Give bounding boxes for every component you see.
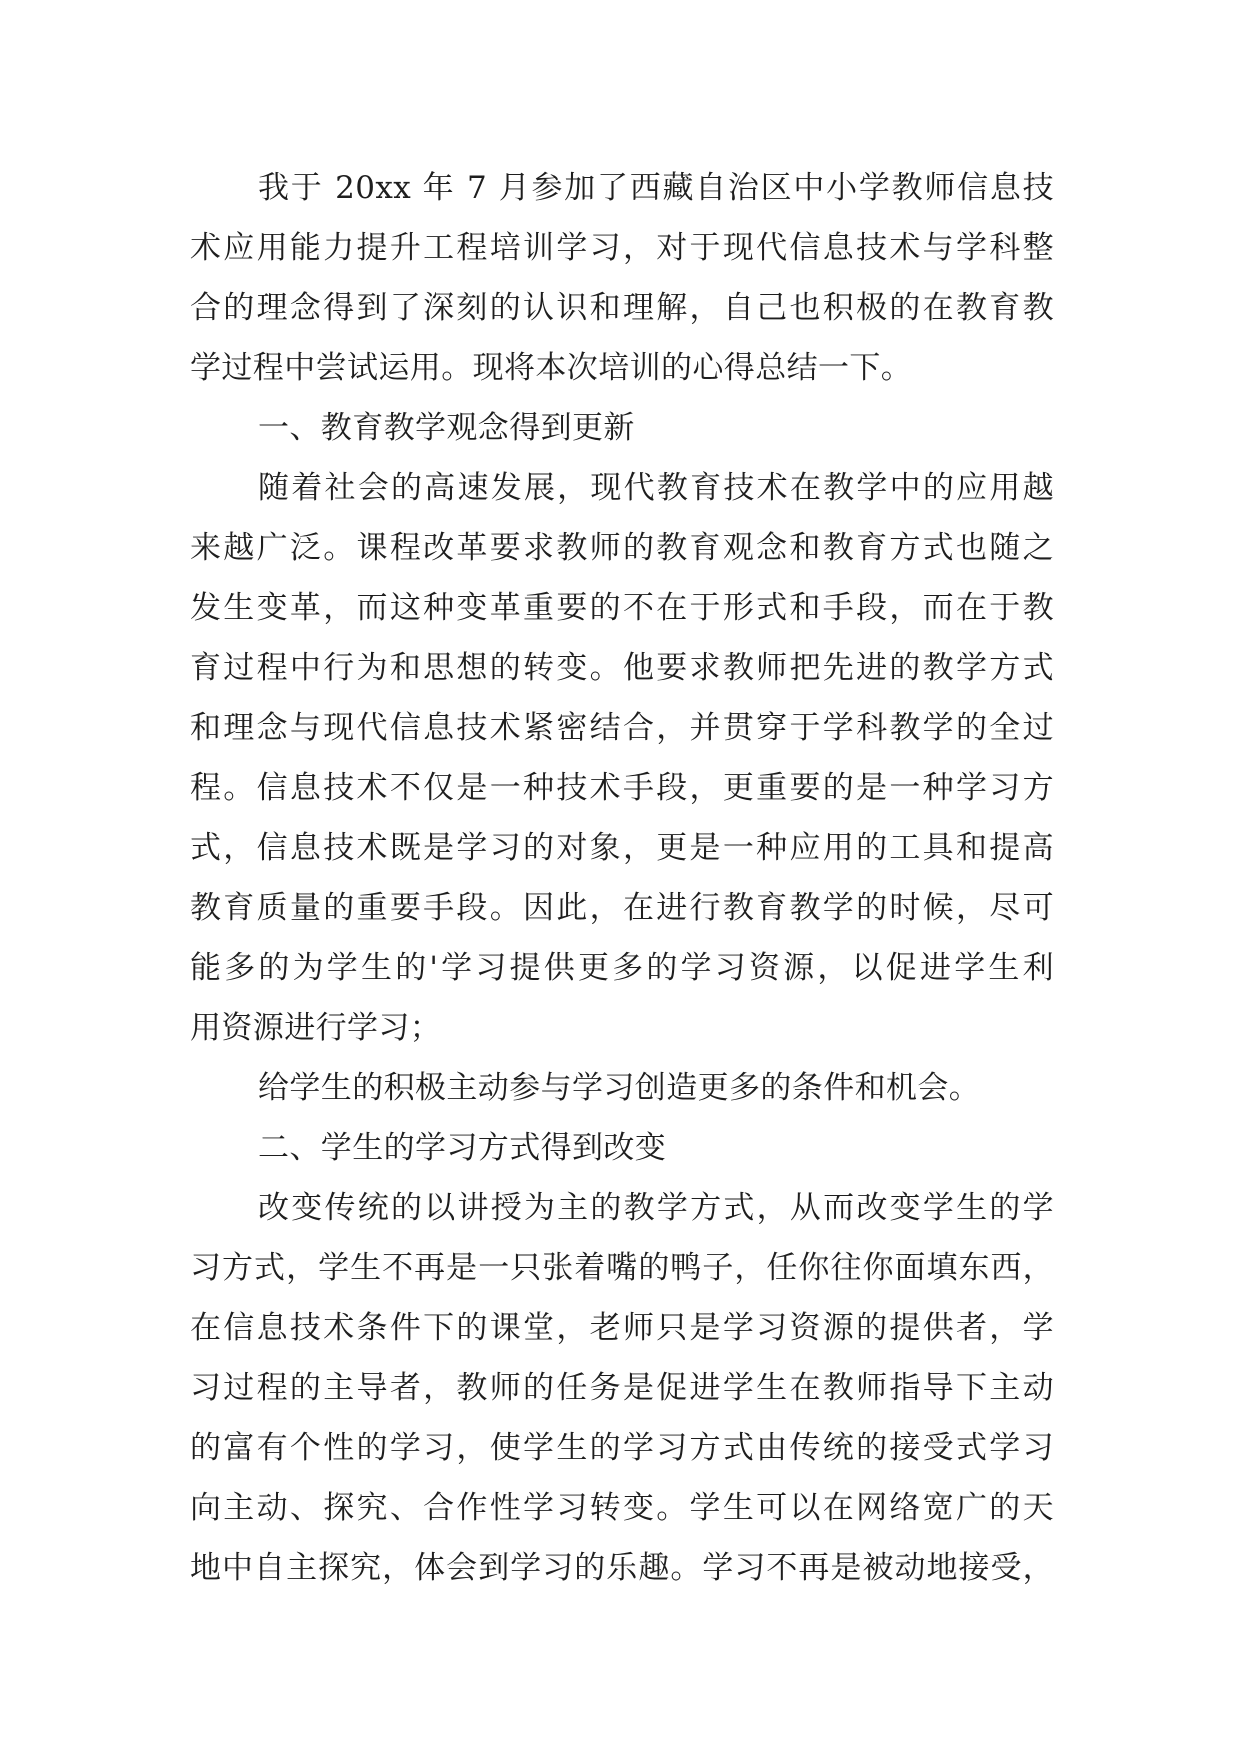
paragraph-1-line-2: 术应用能力提升工程培训学习，对于现代信息技术与学科整 xyxy=(190,230,1054,266)
section-heading-2: 二、学生的学习方式得到改变 xyxy=(258,1130,667,1166)
paragraph-2-line-3: 发生变革，而这种变革重要的不在于形式和手段，而在于教 xyxy=(190,590,1054,626)
paragraph-2-line-10: 用资源进行学习； xyxy=(190,1010,442,1046)
paragraph-4-line-1: 改变传统的以讲授为主的教学方式，从而改变学生的学 xyxy=(258,1190,1054,1226)
paragraph-2-line-6: 程。信息技术不仅是一种技术手段，更重要的是一种学习方 xyxy=(190,770,1054,806)
paragraph-2-line-9: 能多的为学生的'学习提供更多的学习资源，以促进学生利 xyxy=(190,950,1054,986)
paragraph-4-line-3: 在信息技术条件下的课堂，老师只是学习资源的提供者，学 xyxy=(190,1310,1054,1346)
paragraph-2-line-2: 来越广泛。课程改革要求教师的教育观念和教育方式也随之 xyxy=(190,530,1054,566)
section-heading-1: 一、教育教学观念得到更新 xyxy=(258,410,635,446)
paragraph-4-line-5: 的富有个性的学习，使学生的学习方式由传统的接受式学习 xyxy=(190,1430,1054,1466)
paragraph-2-line-8: 教育质量的重要手段。因此，在进行教育教学的时候，尽可 xyxy=(190,890,1054,926)
paragraph-2-line-5: 和理念与现代信息技术紧密结合，并贯穿于学科教学的全过 xyxy=(190,710,1054,746)
paragraph-2-line-4: 育过程中行为和思想的转变。他要求教师把先进的教学方式 xyxy=(190,650,1054,686)
paragraph-4-line-2: 习方式，学生不再是一只张着嘴的鸭子，任你往你面填东西， xyxy=(190,1250,1054,1286)
paragraph-4-line-6: 向主动、探究、合作性学习转变。学生可以在网络宽广的天 xyxy=(190,1490,1054,1526)
paragraph-2-line-7: 式，信息技术既是学习的对象，更是一种应用的工具和提高 xyxy=(190,830,1054,866)
paragraph-1-line-3: 合的理念得到了深刻的认识和理解，自己也积极的在教育教 xyxy=(190,290,1054,326)
document-body xyxy=(190,158,1054,1598)
paragraph-4-line-4: 习过程的主导者，教师的任务是促进学生在教师指导下主动 xyxy=(190,1370,1054,1406)
paragraph-1-line-4: 学过程中尝试运用。现将本次培训的心得总结一下。 xyxy=(190,350,913,386)
paragraph-2-line-1: 随着社会的高速发展，现代教育技术在教学中的应用越 xyxy=(258,470,1054,506)
paragraph-1-line-1: 我于 20xx 年 7 月参加了西藏自治区中小学教师信息技 xyxy=(258,170,1054,206)
paragraph-3-line-1: 给学生的积极主动参与学习创造更多的条件和机会。 xyxy=(258,1070,981,1106)
paragraph-4-line-7: 地中自主探究，体会到学习的乐趣。学习不再是被动地接受， xyxy=(190,1550,1054,1586)
